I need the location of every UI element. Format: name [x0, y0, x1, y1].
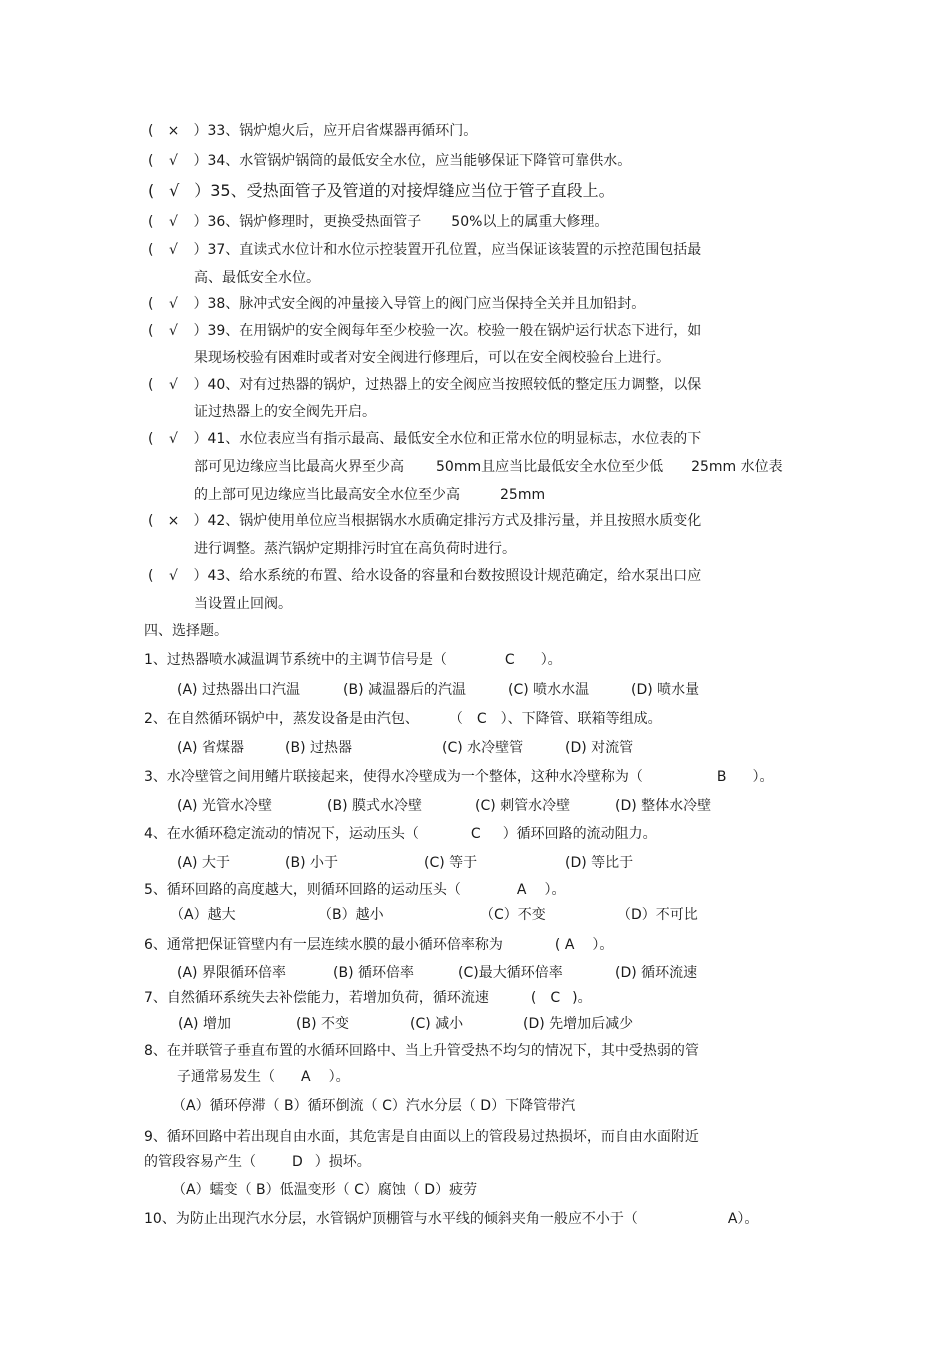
choice-question-9: 9、循环回路中若出现自由水面，其危害是自由面以上的管段易过热损坏，而自由水面附近 [144, 1129, 699, 1145]
option-d: (D) 对流管 [565, 740, 634, 756]
tf-item-35: ( √ ）35、受热面管子及管道的对接焊缝应当位于管子直段上。 [148, 181, 615, 200]
answer-letter: C [470, 826, 481, 842]
option-a: (A) 过热器出口汽温 [177, 682, 300, 698]
option-c: (C) 水冷壁管 [442, 740, 524, 756]
choice-question-5: 5、循环回路的高度越大，则循环回路的运动压头（ A ）。 [144, 882, 566, 898]
answer-mark: √ [169, 568, 178, 584]
tf-item-42: ( × ）42、锅炉使用单位应当根据锅水水质确定排污方式及排污量，并且按照水质变化 [148, 513, 702, 529]
option-d: (D) 等比于 [565, 855, 634, 871]
option-a: (A) 大于 [177, 855, 230, 871]
choice-question-8-cont: 子通常易发生（ A ）。 [177, 1069, 350, 1085]
option-d: (D) 喷水量 [631, 682, 700, 698]
choice-question-2: 2、在自然循环锅炉中，蒸发设备是由汽包、 （ C ）、下降管、联箱等组成。 [144, 711, 662, 727]
answer-mark: √ [169, 377, 178, 393]
choice-question-9-cont: 的管段容易产生（ D ）损坏。 [144, 1154, 371, 1170]
option-b: （B）越小 [318, 907, 384, 923]
option-c: (C)最大循环倍率 [458, 965, 563, 981]
choice-question-8: 8、在并联管子垂直布置的水循环回路中、当上升管受热不均匀的情况下，其中受热弱的管 [144, 1043, 699, 1059]
tf-text: ）39、在用锅炉的安全阀每年至少校验一次。校验一般在锅炉运行状态下进行，如 [193, 323, 702, 339]
tf-item-36: ( √ ）36、锅炉修理时，更换受热面管子 50%以上的属重大修理。 [148, 214, 609, 230]
tf-item-38: ( √ ）38、脉冲式安全阀的冲量接入导管上的阀门应当保持全关并且加铅封。 [148, 296, 646, 312]
choice-options-8: （A）循环停滞（ B）循环倒流（ C）汽水分层（ D）下降管带汽 [172, 1098, 576, 1114]
option-c: （C）不变 [480, 907, 546, 923]
choice-question-1: 1、过热器喷水减温调节系统中的主调节信号是（ C ）。 [144, 652, 562, 668]
tf-item-37: ( √ ）37、直读式水位计和水位示控装置开孔位置，应当保证该装置的示控范围包括最 [148, 242, 702, 258]
answer-letter: C [504, 652, 515, 668]
option-b: (B) 循环倍率 [333, 965, 414, 981]
tf-text: ）37、直读式水位计和水位示控装置开孔位置，应当保证该装置的示控范围包括最 [193, 242, 702, 258]
answer-mark: √ [169, 181, 180, 200]
answer-mark: √ [169, 214, 178, 230]
tf-text-2: 50%以上的属重大修理。 [451, 214, 609, 230]
tf-item-39: ( √ ）39、在用锅炉的安全阀每年至少校验一次。校验一般在锅炉运行状态下进行，如 [148, 323, 702, 339]
choice-question-6: 6、通常把保证管壁内有一层连续水膜的最小循环倍率称为 ( A ）。 [144, 937, 614, 953]
tf-text: ）34、水管锅炉锅筒的最低安全水位，应当能够保证下降管可靠供水。 [193, 153, 632, 169]
answer-letter: A）。 [727, 1211, 759, 1227]
option-b: (B) 过热器 [285, 740, 352, 756]
option-a: (A) 增加 [178, 1016, 231, 1032]
answer-mark: √ [169, 153, 178, 169]
tf-text: ）40、对有过热器的锅炉，过热器上的安全阀应当按照较低的整定压力调整，以保 [193, 377, 702, 393]
tf-item-41: ( √ ）41、水位表应当有指示最高、最低安全水位和正常水位的明显标志，水位表的下 [148, 431, 702, 447]
tf-item-41-cont-2: 的上部可见边缘应当比最高安全水位至少高 25mm [194, 487, 546, 503]
answer-letter: A [301, 1069, 311, 1085]
option-b: (B) 减温器后的汽温 [343, 682, 466, 698]
choice-question-3: 3、水冷壁管之间用鳍片联接起来，使得水冷壁成为一个整体，这种水冷壁称为（ B ）。 [144, 769, 774, 785]
tf-item-40-cont: 证过热器上的安全阀先开启。 [194, 404, 376, 420]
answer-mark: × [167, 123, 180, 139]
answer-mark: √ [169, 323, 178, 339]
tf-text: ）42、锅炉使用单位应当根据锅水水质确定排污方式及排污量，并且按照水质变化 [193, 513, 702, 529]
answer-letter: D [292, 1154, 303, 1170]
option-b: (B) 膜式水冷壁 [327, 798, 422, 814]
option-a: (A) 界限循环倍率 [177, 965, 286, 981]
option-c: (C) 减小 [410, 1016, 464, 1032]
tf-text: ）35、受热面管子及管道的对接焊缝应当位于管子直段上。 [194, 181, 615, 200]
tf-text: ）36、锅炉修理时，更换受热面管子 [193, 214, 422, 230]
tf-text: ）33、锅炉熄火后，应开启省煤器再循环门。 [193, 123, 478, 139]
answer-mark: √ [169, 431, 178, 447]
tf-item-42-cont: 进行调整。蒸汽锅炉定期排污时宜在高负荷时进行。 [194, 541, 516, 557]
answer-letter: B [716, 769, 727, 785]
choice-question-10: 10、为防止出现汽水分层，水管锅炉顶棚管与水平线的倾斜夹角一般应不小于（ A）。 [144, 1211, 759, 1227]
option-b: (B) 不变 [296, 1016, 349, 1032]
option-a: （A）越大 [170, 907, 236, 923]
option-c: (C) 刺管水冷壁 [475, 798, 571, 814]
tf-item-34: ( √ ）34、水管锅炉锅筒的最低安全水位，应当能够保证下降管可靠供水。 [148, 153, 632, 169]
tf-text: ）43、给水系统的布置、给水设备的容量和台数按照设计规范确定，给水泵出口应 [193, 568, 702, 584]
option-d: (D) 循环流速 [615, 965, 698, 981]
answer-mark: × [167, 513, 180, 529]
tf-item-43-cont: 当设置止回阀。 [194, 596, 292, 612]
tf-item-39-cont: 果现场校验有困难时或者对安全阀进行修理后，可以在安全阀校验台上进行。 [194, 350, 670, 366]
tf-item-37-cont: 高、最低安全水位。 [194, 270, 320, 286]
tf-item-43: ( √ ）43、给水系统的布置、给水设备的容量和台数按照设计规范确定，给水泵出口应 [148, 568, 702, 584]
tf-item-33: ( × ）33、锅炉熄火后，应开启省煤器再循环门。 [148, 123, 478, 139]
section-title: 四、选择题。 [144, 623, 228, 639]
option-d: （D）不可比 [617, 907, 698, 923]
answer-letter: A [516, 882, 527, 898]
choice-question-4: 4、在水循环稳定流动的情况下，运动压头（ C ）循环回路的流动阻力。 [144, 826, 657, 842]
option-a: (A) 省煤器 [177, 740, 244, 756]
answer-mark: √ [169, 296, 178, 312]
option-c: (C) 喷水水温 [508, 682, 590, 698]
tf-text: ）38、脉冲式安全阀的冲量接入导管上的阀门应当保持全关并且加铅封。 [193, 296, 646, 312]
option-a: (A) 光管水冷壁 [177, 798, 272, 814]
tf-text: ）41、水位表应当有指示最高、最低安全水位和正常水位的明显标志，水位表的下 [193, 431, 702, 447]
answer-letter: ( C [530, 990, 561, 1006]
choice-options-9: （A）蠕变（ B）低温变形（ C）腐蚀（ D）疲劳 [172, 1182, 478, 1198]
option-d: (D) 整体水冷壁 [615, 798, 712, 814]
tf-item-40: ( √ ）40、对有过热器的锅炉，过热器上的安全阀应当按照较低的整定压力调整，以保 [148, 377, 702, 393]
tf-item-41-cont-1: 部可见边缘应当比最高火界至少高 50mm且应当比最低安全水位至少低 25mm 水位表 [194, 459, 783, 475]
answer-mark: √ [169, 242, 178, 258]
answer-letter: ( A [554, 937, 575, 953]
option-b: (B) 小于 [285, 855, 338, 871]
option-c: (C) 等于 [424, 855, 478, 871]
option-d: (D) 先增加后减少 [523, 1016, 634, 1032]
choice-question-7: 7、自然循环系统失去补偿能力，若增加负荷，循环流速 ( C )。 [144, 990, 592, 1006]
